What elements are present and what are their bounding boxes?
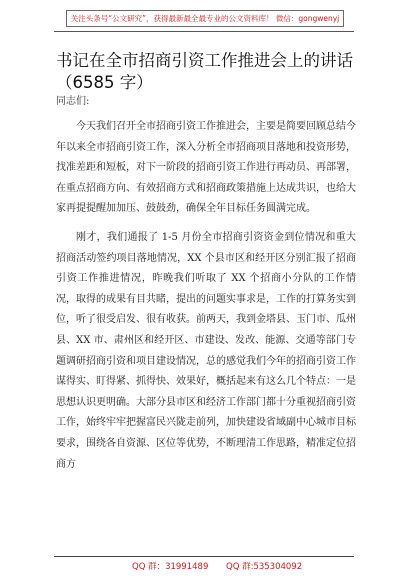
body-paragraph: 今天我们召开全市招商引资工作推进会，主要是简要回顾总结今年以来全市招商引资工作，深入分析全市招商项目落地和投资形势，找准差距和短板，对下一阶段的招商引资工作进行再动员、再部署，在重点招商方向、有效招商方式和招商政策措施上达成共识，也给大家再提提醒加加压、鼓鼓劲，确保全年目标任务圆满完成。: [56, 121, 356, 215]
footer: [0, 560, 408, 574]
footer-qq-group-1: QQ 群：31991489: [132, 562, 209, 572]
body-paragraph: 刚才，我们通报了 1-5 月份全市招商引资资金到位情况和重大招商活动签约项目落地情况，XX 个县市区和经开区分别汇报了招商引资工作推进情况，昨晚我们听取了 XX 个招商小分队的工作情况，取得的成果有目共睹，提出的问题实事求是，工作的打算务实到位，听了很受启发、很有收获。前两天，我到金塔县、玉门市、瓜州县、XX 市、肃州区和经开区、市建设、发改、能源、交通等部门专题调研招商引资和项目建设情况，总的感觉我们今年的招商引资工作谋得实、盯得紧、抓得快、效果好，概括起来有这么几个特点：一是思想认识更明确。大部分县市区和经济工作部门都十分重视招商引资工作，始终牢牢把握富民兴陇走前列，加快建设省域副中心城市目标要求，围绕各自资源、区位等优势，不断理清工作思路，精准定位招商方: [56, 231, 356, 470]
document-word-count: （6585 字）: [56, 73, 153, 92]
footer-divider: [54, 556, 354, 557]
document-title: 书记在全市招商引资工作推进会上的讲话: [56, 51, 353, 70]
greeting: 同志们:: [56, 96, 90, 107]
promo-banner: 关注头条号“公文研究”，获得最新最全最专业的公文资料库！ 微信：gongwenyj: [66, 10, 344, 27]
header-divider: [54, 31, 354, 32]
footer-qq-group-2: QQ 群:535304092: [226, 562, 303, 572]
document-title-block: [56, 50, 356, 94]
document-body: [56, 117, 356, 475]
